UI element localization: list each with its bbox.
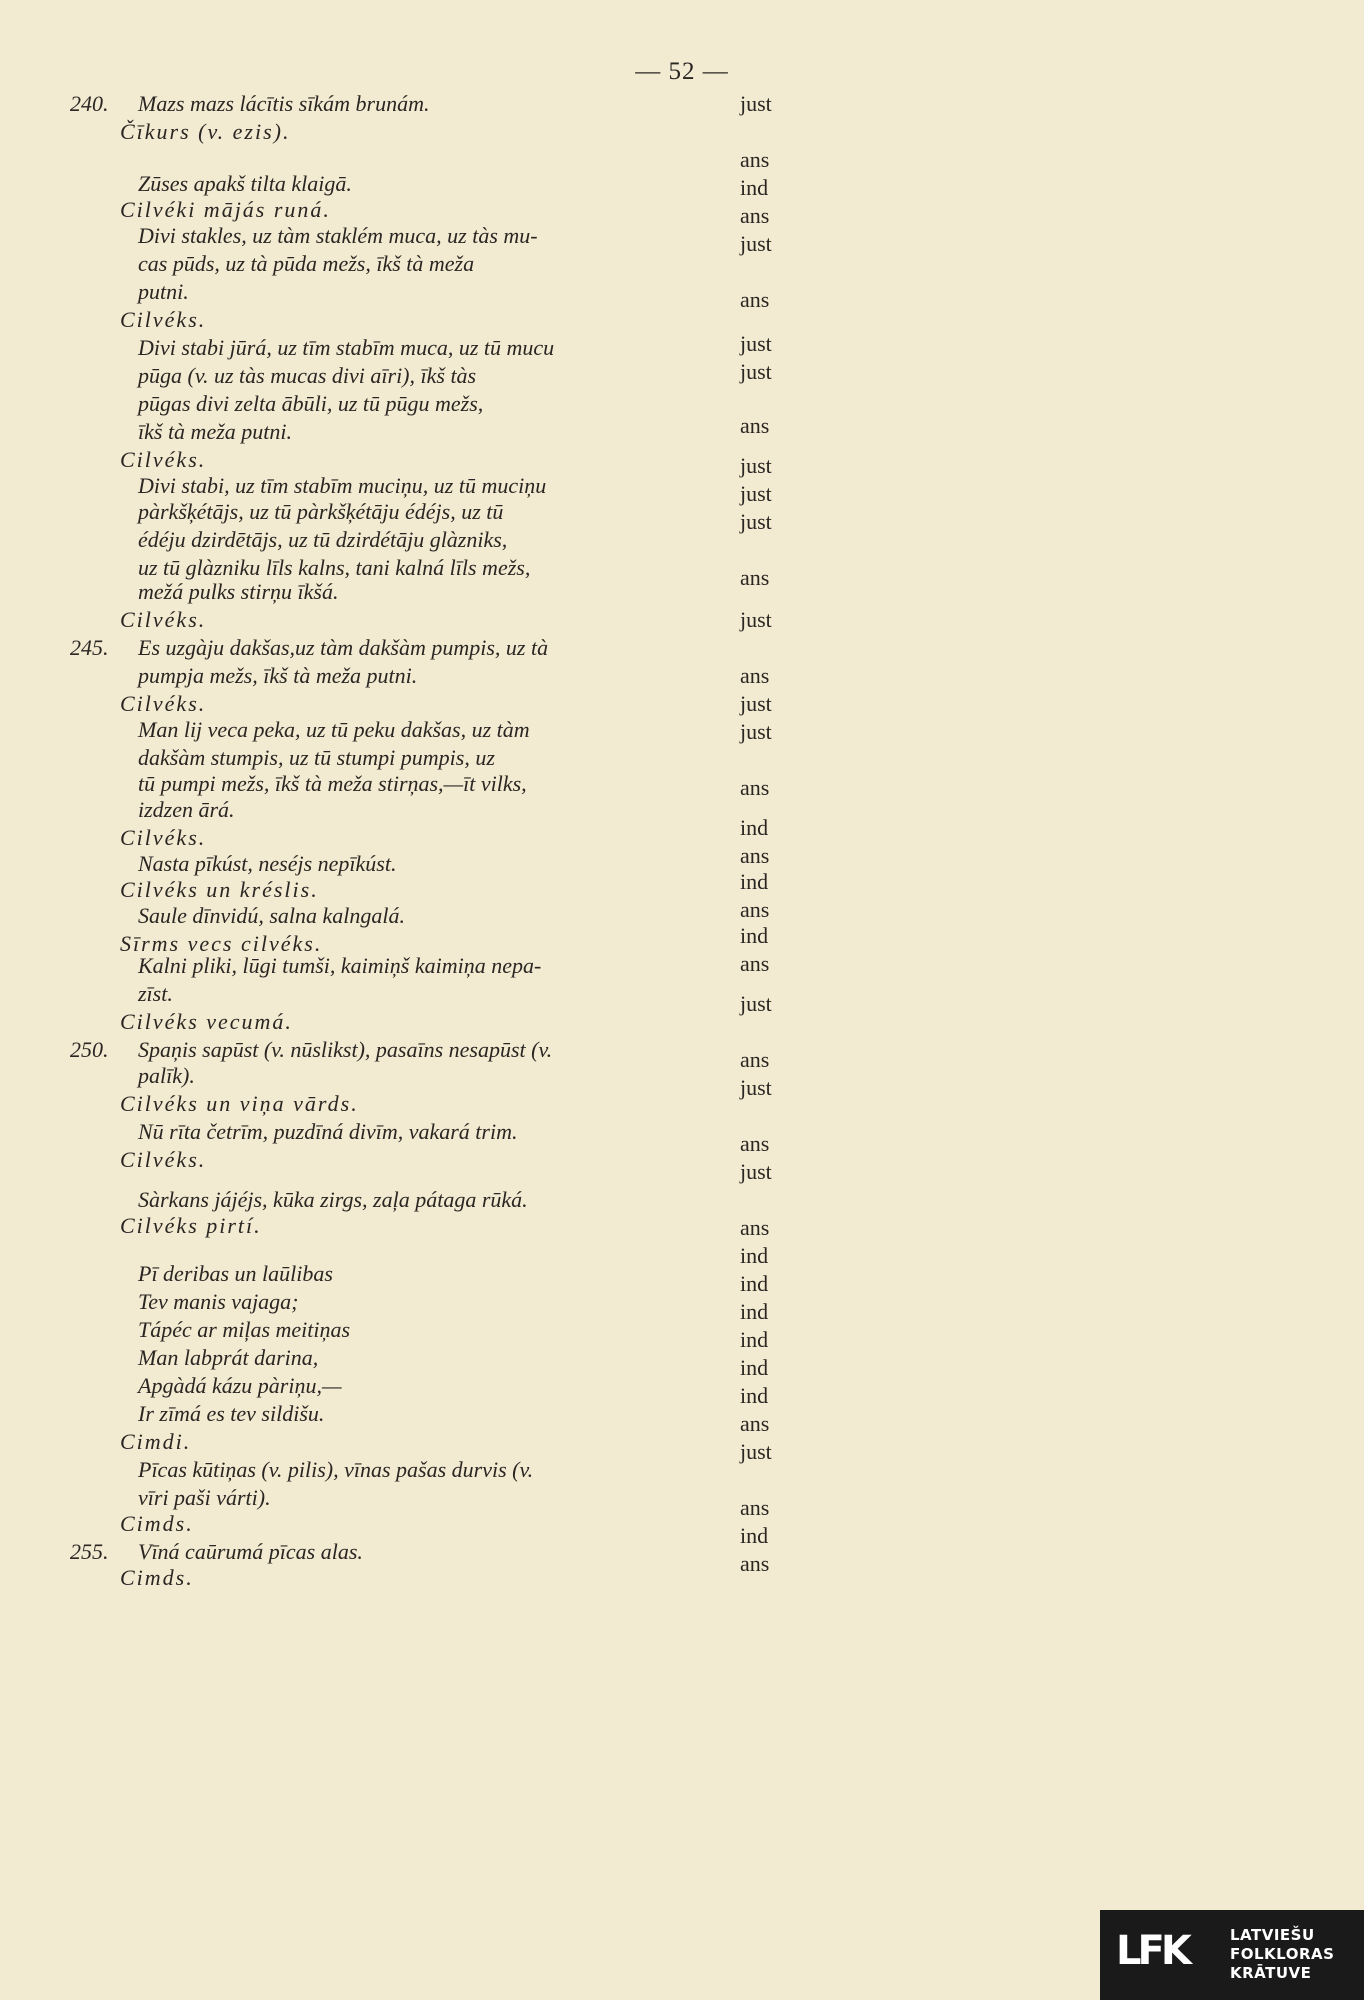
- riddle-text-line: [120, 796, 695, 824]
- line-text: Zūses apakš tilta klaigā.: [138, 171, 352, 196]
- line-text: just: [740, 359, 772, 384]
- riddle-number: 250.: [70, 1037, 109, 1062]
- line-text: palīk).: [138, 1063, 195, 1088]
- line-text: ind: [740, 1243, 769, 1268]
- riddle-text-line: [740, 1158, 1352, 1186]
- riddle-answer: [120, 446, 695, 474]
- line-text: just: [740, 719, 772, 744]
- line-text: ans: [740, 1047, 770, 1072]
- riddle-text-line: [740, 174, 1352, 202]
- line-text: ind: [740, 1327, 769, 1352]
- line-text: ind: [740, 1299, 769, 1324]
- line-text: just: [740, 481, 772, 506]
- line-text: ind: [740, 1355, 769, 1380]
- line-text: cas pūds, uz tà pūda mežs, īkš tà meža: [138, 251, 475, 276]
- line-text: ans: [740, 951, 770, 976]
- riddle-text-line: [120, 526, 695, 554]
- riddle-text-line: [740, 90, 1352, 118]
- riddle-text-line: [70, 90, 695, 118]
- riddle-text-line: [740, 564, 1352, 592]
- riddle-text-line: [120, 744, 695, 772]
- riddle-text-line: [740, 950, 1352, 978]
- line-text: Vīná caūrumá pīcas alas.: [138, 1539, 363, 1564]
- riddle-text-line: [740, 1382, 1352, 1410]
- riddle-text-line: [120, 902, 695, 930]
- line-text: Pīcas kūtiņas (v. pilis), vīnas pašas durvis (v.: [138, 1457, 534, 1482]
- line-text: ind: [740, 175, 769, 200]
- riddle-answer: [120, 1008, 695, 1036]
- riddle-text-line: [120, 418, 695, 446]
- line-text: dakšàm stumpis, uz tū stumpi pumpis, uz: [138, 745, 495, 770]
- line-text: Cilvéks.: [120, 447, 207, 472]
- line-text: Cilvéks un viņa vārds.: [120, 1091, 359, 1116]
- archive-logo-line: KRĀTUVE: [1230, 1964, 1312, 1982]
- line-text: pūgas divi zelta ābūli, uz tū pūgu mežs,: [138, 391, 484, 416]
- riddle-answer: [120, 1212, 695, 1240]
- line-text: ind: [740, 923, 769, 948]
- riddle-text-line: [740, 286, 1352, 314]
- line-text: Divi stabi jūrá, uz tīm stabīm muca, uz tū mucu: [138, 335, 555, 360]
- line-text: Sàrkans jájéjs, kūka zirgs, zaļa pátaga rūká.: [138, 1187, 528, 1212]
- riddle-text-line: [740, 1354, 1352, 1382]
- riddle-text-line: [120, 716, 695, 744]
- riddle-text-line: [120, 1288, 695, 1316]
- archive-logo-text: [1230, 1926, 1334, 1983]
- riddle-text-line: [740, 1074, 1352, 1102]
- line-text: ans: [740, 565, 770, 590]
- line-text: Apgàdá kázu pàriņu,—: [138, 1373, 342, 1398]
- line-text: ans: [740, 1131, 770, 1156]
- riddle-text-line: [740, 1494, 1352, 1522]
- riddle-text-line: [740, 146, 1352, 174]
- riddle-text-line: [740, 480, 1352, 508]
- line-text: pūga (v. uz tàs mucas divi aīri), īkš tàs: [138, 363, 477, 388]
- line-text: ans: [740, 1551, 770, 1576]
- line-text: édéju dzirdētājs, uz tū dzirdétāju glàzniks,: [138, 527, 508, 552]
- riddle-text-line: [120, 170, 695, 198]
- line-text: just: [740, 1075, 772, 1100]
- line-text: just: [740, 231, 772, 256]
- line-text: ind: [740, 1383, 769, 1408]
- line-text: Nū rīta četrīm, puzdīná divīm, vakará trim.: [138, 1119, 518, 1144]
- line-text: ans: [740, 775, 770, 800]
- line-text: Cilvéks un kréslis.: [120, 877, 319, 902]
- riddle-text-line: [120, 334, 695, 362]
- riddle-text-line: [740, 412, 1352, 440]
- riddle-text-line: [120, 498, 695, 526]
- line-text: ans: [740, 413, 770, 438]
- riddle-text-line: [120, 850, 695, 878]
- riddle-text-line: [740, 1242, 1352, 1270]
- line-text: Cilvéks.: [120, 307, 207, 332]
- riddle-text-line: [740, 508, 1352, 536]
- riddle-text-line: [120, 1316, 695, 1344]
- line-text: just: [740, 607, 772, 632]
- line-text: Cilvéks.: [120, 691, 207, 716]
- riddle-text-line: [120, 278, 695, 306]
- line-text: ind: [740, 815, 769, 840]
- riddle-text-line: [120, 1484, 695, 1512]
- line-text: ans: [740, 287, 770, 312]
- riddle-answer: [120, 690, 695, 718]
- line-text: just: [740, 1439, 772, 1464]
- riddle-answer: [120, 606, 695, 634]
- riddle-text-line: [740, 896, 1352, 924]
- riddle-answer: [120, 1428, 695, 1456]
- line-text: Cimdi.: [120, 1429, 192, 1454]
- riddle-text-line: [740, 1438, 1352, 1466]
- riddle-text-line: [740, 1214, 1352, 1242]
- riddle-text-line: [740, 718, 1352, 746]
- archive-logo-line: LATVIEŠU: [1230, 1926, 1315, 1944]
- line-text: just: [740, 991, 772, 1016]
- line-text: just: [740, 691, 772, 716]
- riddle-answer: [120, 824, 695, 852]
- riddle-text-line: [120, 1344, 695, 1372]
- line-text: just: [740, 331, 772, 356]
- riddle-text-line: [120, 1062, 695, 1090]
- archive-logo-mark: LFK: [1116, 1928, 1188, 1974]
- riddle-answer: [120, 306, 695, 334]
- line-text: ans: [740, 147, 770, 172]
- riddle-text-line: [70, 1036, 695, 1064]
- line-text: just: [740, 1159, 772, 1184]
- line-text: ind: [740, 1523, 769, 1548]
- riddle-text-line: [120, 250, 695, 278]
- line-text: ans: [740, 1495, 770, 1520]
- line-text: Cilvéks.: [120, 607, 207, 632]
- line-text: Nasta pīkúst, neséjs nepīkúst.: [138, 851, 397, 876]
- riddle-answer: [120, 196, 695, 224]
- line-text: Es uzgàju dakšas,uz tàm dakšàm pumpis, uz tà: [138, 635, 549, 660]
- riddle-text-line: [120, 662, 695, 690]
- archive-logo: [1100, 1910, 1364, 2000]
- riddle-text-line: [740, 358, 1352, 386]
- riddle-text-line: [70, 634, 695, 662]
- line-text: Cimds.: [120, 1565, 194, 1590]
- line-text: īkš tà meža putni.: [138, 419, 292, 444]
- riddle-text-line: [120, 578, 695, 606]
- riddle-text-line: [740, 1130, 1352, 1158]
- riddle-text-line: [740, 1270, 1352, 1298]
- line-text: Mazs mazs lácītis sīkám brunám.: [138, 91, 430, 116]
- line-text: ans: [740, 897, 770, 922]
- riddle-text-line: [740, 774, 1352, 802]
- riddle-text-line: [740, 1298, 1352, 1326]
- riddle-text-line: [740, 606, 1352, 634]
- line-text: Cilvéki mājás runá.: [120, 197, 331, 222]
- line-text: ans: [740, 1411, 770, 1436]
- riddle-answer: [120, 1090, 695, 1118]
- line-text: Kalni pliki, lūgi tumši, kaimiņš kaimiņa nepa-: [138, 953, 542, 978]
- riddle-number: 240.: [70, 91, 109, 116]
- riddle-number: 255.: [70, 1539, 109, 1564]
- line-text: Pī deribas un laūlibas: [138, 1261, 333, 1286]
- riddle-text-line: [740, 1522, 1352, 1550]
- riddle-text-line: [120, 770, 695, 798]
- line-text: ans: [740, 1215, 770, 1240]
- riddle-text-line: [120, 980, 695, 1008]
- riddle-text-line: [70, 1538, 695, 1566]
- line-text: Man lij veca peka, uz tū peku dakšas, uz tàm: [138, 717, 530, 742]
- line-text: Tev manis vajaga;: [138, 1289, 299, 1314]
- riddle-answer: [120, 876, 695, 904]
- line-text: Divi stabi, uz tīm stabīm muciņu, uz tū muciņu: [138, 473, 547, 498]
- line-text: just: [740, 91, 772, 116]
- line-text: Cilvéks.: [120, 825, 207, 850]
- riddle-text-line: [740, 842, 1352, 870]
- riddle-text-line: [740, 230, 1352, 258]
- riddle-text-line: [740, 1046, 1352, 1074]
- riddle-text-line: [740, 868, 1352, 896]
- line-text: Ir zīmá es tev sildišu.: [138, 1401, 325, 1426]
- line-text: pàrkšķétājs, uz tū pàrkšķétāju édéjs, uz tū: [138, 499, 504, 524]
- line-text: Man labprát darina,: [138, 1345, 319, 1370]
- line-text: ans: [740, 843, 770, 868]
- line-text: izdzen ārá.: [138, 797, 235, 822]
- riddle-text-line: [120, 1456, 695, 1484]
- line-text: Cilvéks vecumá.: [120, 1009, 293, 1034]
- line-text: Spaņis sapūst (v. nūslikst), pasaīns nesapūst (v.: [138, 1037, 553, 1062]
- riddle-text-line: [120, 1372, 695, 1400]
- riddle-text-line: [740, 662, 1352, 690]
- riddle-answer: [120, 1564, 695, 1592]
- line-text: ind: [740, 869, 769, 894]
- line-text: Sīrms vecs cilvéks.: [120, 931, 323, 956]
- line-text: Tápéc ar miļas meitiņas: [138, 1317, 351, 1342]
- riddle-text-line: [120, 952, 695, 980]
- line-text: ans: [740, 203, 770, 228]
- line-text: mežá pulks stirņu īkšá.: [138, 579, 339, 604]
- line-text: vīri paši várti).: [138, 1485, 271, 1510]
- riddle-text-line: [120, 390, 695, 418]
- line-text: uz tū glàzniku līls kalns, tani kalná līls mežs,: [138, 555, 531, 580]
- riddle-text-line: [740, 1326, 1352, 1354]
- line-text: pumpja mežs, īkš tà meža putni.: [138, 663, 418, 688]
- riddle-text-line: [740, 814, 1352, 842]
- riddle-text-line: [120, 222, 695, 250]
- riddle-number: 245.: [70, 635, 109, 660]
- line-text: tū pumpi mežs, īkš tà meža stirņas,—īt vilks,: [138, 771, 527, 796]
- line-text: Cilvéks.: [120, 1147, 207, 1172]
- line-text: Čīkurs (v. ezis).: [120, 119, 291, 144]
- line-text: Saule dīnvidú, salna kalngalá.: [138, 903, 406, 928]
- riddle-text-line: [740, 1410, 1352, 1438]
- line-text: Cimds.: [120, 1511, 194, 1536]
- page-number: — 52 —: [635, 58, 729, 85]
- riddle-text-line: [740, 1550, 1352, 1578]
- riddle-text-line: [740, 330, 1352, 358]
- riddle-answer: [120, 1146, 695, 1174]
- line-text: Divi stakles, uz tàm staklém muca, uz tàs mu-: [138, 223, 538, 248]
- riddle-text-line: [120, 472, 695, 500]
- riddle-text-line: [120, 1186, 695, 1214]
- riddle-text-line: [120, 362, 695, 390]
- archive-logo-line: FOLKLORAS: [1230, 1945, 1335, 1963]
- line-text: putni.: [138, 279, 189, 304]
- riddle-text-line: [740, 690, 1352, 718]
- riddle-text-line: [740, 922, 1352, 950]
- riddle-text-line: [740, 202, 1352, 230]
- line-text: ind: [740, 1271, 769, 1296]
- line-text: ans: [740, 663, 770, 688]
- line-text: zīst.: [138, 981, 173, 1006]
- line-text: just: [740, 453, 772, 478]
- riddle-text-line: [120, 1400, 695, 1428]
- riddle-text-line: [120, 1118, 695, 1146]
- riddle-answer: [120, 118, 695, 146]
- riddle-text-line: [740, 452, 1352, 480]
- line-text: just: [740, 509, 772, 534]
- riddle-text-line: [740, 990, 1352, 1018]
- riddle-text-line: [120, 1260, 695, 1288]
- riddle-answer: [120, 1510, 695, 1538]
- line-text: Cilvéks pirtí.: [120, 1213, 262, 1238]
